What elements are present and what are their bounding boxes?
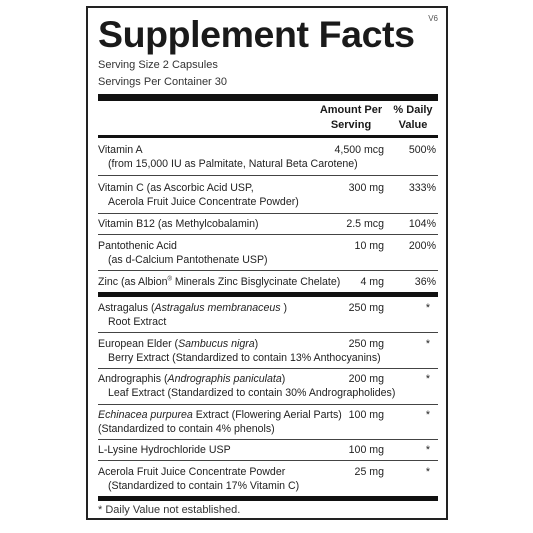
nutrient-line2: Acerola Fruit Juice Concentrate Powder)	[108, 196, 299, 208]
botanical-name-text: Acerola Fruit Juice Concentrate Powder	[98, 466, 286, 478]
row-divider	[98, 270, 438, 271]
botanical-name: L-Lysine Hydrochloride USP	[98, 444, 231, 456]
header-amount-line2: Serving	[330, 119, 372, 131]
botanical-name	[98, 337, 381, 365]
botanical-name-text: )	[280, 302, 288, 314]
serving-size: Serving Size 2 Capsules	[98, 59, 218, 71]
botanical-name-text: Extract (Flowering Aerial Parts)	[192, 409, 342, 421]
botanical-line2: (Standardized to contain 4% phenols)	[98, 423, 275, 435]
nutrient-amount: 2.5 mcg	[346, 218, 384, 230]
nutrient-name: Vitamin B12 (as Methylcobalamin)	[98, 218, 259, 230]
botanical-name-text: Andrographis (	[98, 373, 168, 385]
registered-mark: ®	[167, 276, 172, 283]
botanical-name-text: )	[254, 338, 259, 350]
nutrient-name-part: Zinc (as Albion	[98, 276, 168, 288]
supplement-facts-panel	[86, 6, 448, 520]
botanical-name	[98, 301, 287, 329]
nutrient-line2: (from 15,000 IU as Palmitate, Natural Beta Carotene)	[108, 158, 358, 170]
botanical-latin-name: Sambucus nigra	[178, 338, 255, 350]
nutrient-line2: (as d-Calcium Pantothenate USP)	[108, 254, 268, 266]
nutrient-name-part: Minerals Zinc Bisglycinate Chelate)	[171, 276, 341, 288]
row-divider	[98, 439, 438, 440]
footnote: * Daily Value not established.	[98, 504, 241, 516]
botanical-amount: 250 mg	[348, 338, 384, 350]
botanical-amount: 100 mg	[348, 444, 384, 456]
row-divider	[98, 332, 438, 333]
nutrient-name	[98, 275, 340, 289]
nutrient-amount: 4 mg	[360, 276, 384, 288]
nutrient-line1: Vitamin A	[98, 144, 143, 156]
row-divider	[98, 404, 438, 405]
row-divider	[98, 234, 438, 235]
nutrient-name	[98, 181, 299, 209]
botanical-amount: 250 mg	[348, 302, 384, 314]
botanical-line2: (Standardized to contain 17% Vitamin C)	[108, 480, 300, 492]
nutrient-name	[98, 143, 358, 171]
thick-divider-top	[98, 94, 438, 101]
version-code: V6	[428, 14, 438, 23]
botanical-latin-name: Echinacea purpurea	[98, 409, 193, 421]
nutrient-dv: 36%	[414, 276, 436, 288]
nutrient-dv: 333%	[408, 182, 436, 194]
botanical-latin-name: Astragalus membranaceus	[154, 302, 281, 314]
nutrient-amount: 10 mg	[354, 240, 384, 252]
nutrient-dv: 200%	[408, 240, 436, 252]
thick-divider-middle	[98, 292, 438, 297]
row-divider	[98, 213, 438, 214]
nutrient-line1: Vitamin C (as Ascorbic Acid USP,	[98, 182, 254, 194]
botanical-name-text: European Elder (	[98, 338, 179, 350]
nutrient-dv: 104%	[408, 218, 436, 230]
header-dv-line2: Value	[398, 119, 428, 131]
panel-inner	[98, 8, 438, 518]
nutrient-name	[98, 239, 268, 267]
botanical-line2: Root Extract	[108, 316, 167, 328]
botanical-dv: *	[425, 466, 430, 478]
header-amount-line1: Amount Per	[319, 104, 383, 116]
botanical-amount: 100 mg	[348, 409, 384, 421]
botanical-amount: 200 mg	[348, 373, 384, 385]
nutrient-amount: 4,500 mcg	[334, 144, 384, 156]
thick-divider-bottom	[98, 496, 438, 501]
botanical-amount: 25 mg	[354, 466, 384, 478]
row-divider	[98, 368, 438, 369]
botanical-name-text: Astragalus (	[98, 302, 155, 314]
servings-per-container: Servings Per Container 30	[98, 76, 228, 88]
botanical-name	[98, 408, 342, 436]
botanical-dv: *	[425, 302, 430, 314]
botanical-name-text: )	[281, 373, 286, 385]
nutrient-line1: Pantothenic Acid	[98, 240, 177, 252]
header-amount-per-serving	[316, 103, 386, 133]
panel-title: Supplement Facts	[98, 13, 415, 55]
botanical-dv: *	[425, 444, 430, 456]
botanical-dv: *	[425, 373, 430, 385]
botanical-line2: Berry Extract (Standardized to contain 13% Anthocyanins)	[108, 352, 381, 364]
header-daily-value	[388, 103, 438, 133]
row-divider	[98, 460, 438, 461]
botanical-dv: *	[425, 338, 430, 350]
botanical-latin-name: Andrographis paniculata	[167, 373, 282, 385]
row-divider	[98, 175, 438, 176]
botanical-dv: *	[425, 409, 430, 421]
nutrient-amount: 300 mg	[348, 182, 384, 194]
thick-divider-header	[98, 135, 438, 138]
header-dv-line1: % Daily	[393, 104, 433, 116]
botanical-line2: Leaf Extract (Standardized to contain 30% Andrographolides)	[108, 387, 396, 399]
nutrient-dv: 500%	[408, 144, 436, 156]
botanical-name	[98, 465, 299, 493]
